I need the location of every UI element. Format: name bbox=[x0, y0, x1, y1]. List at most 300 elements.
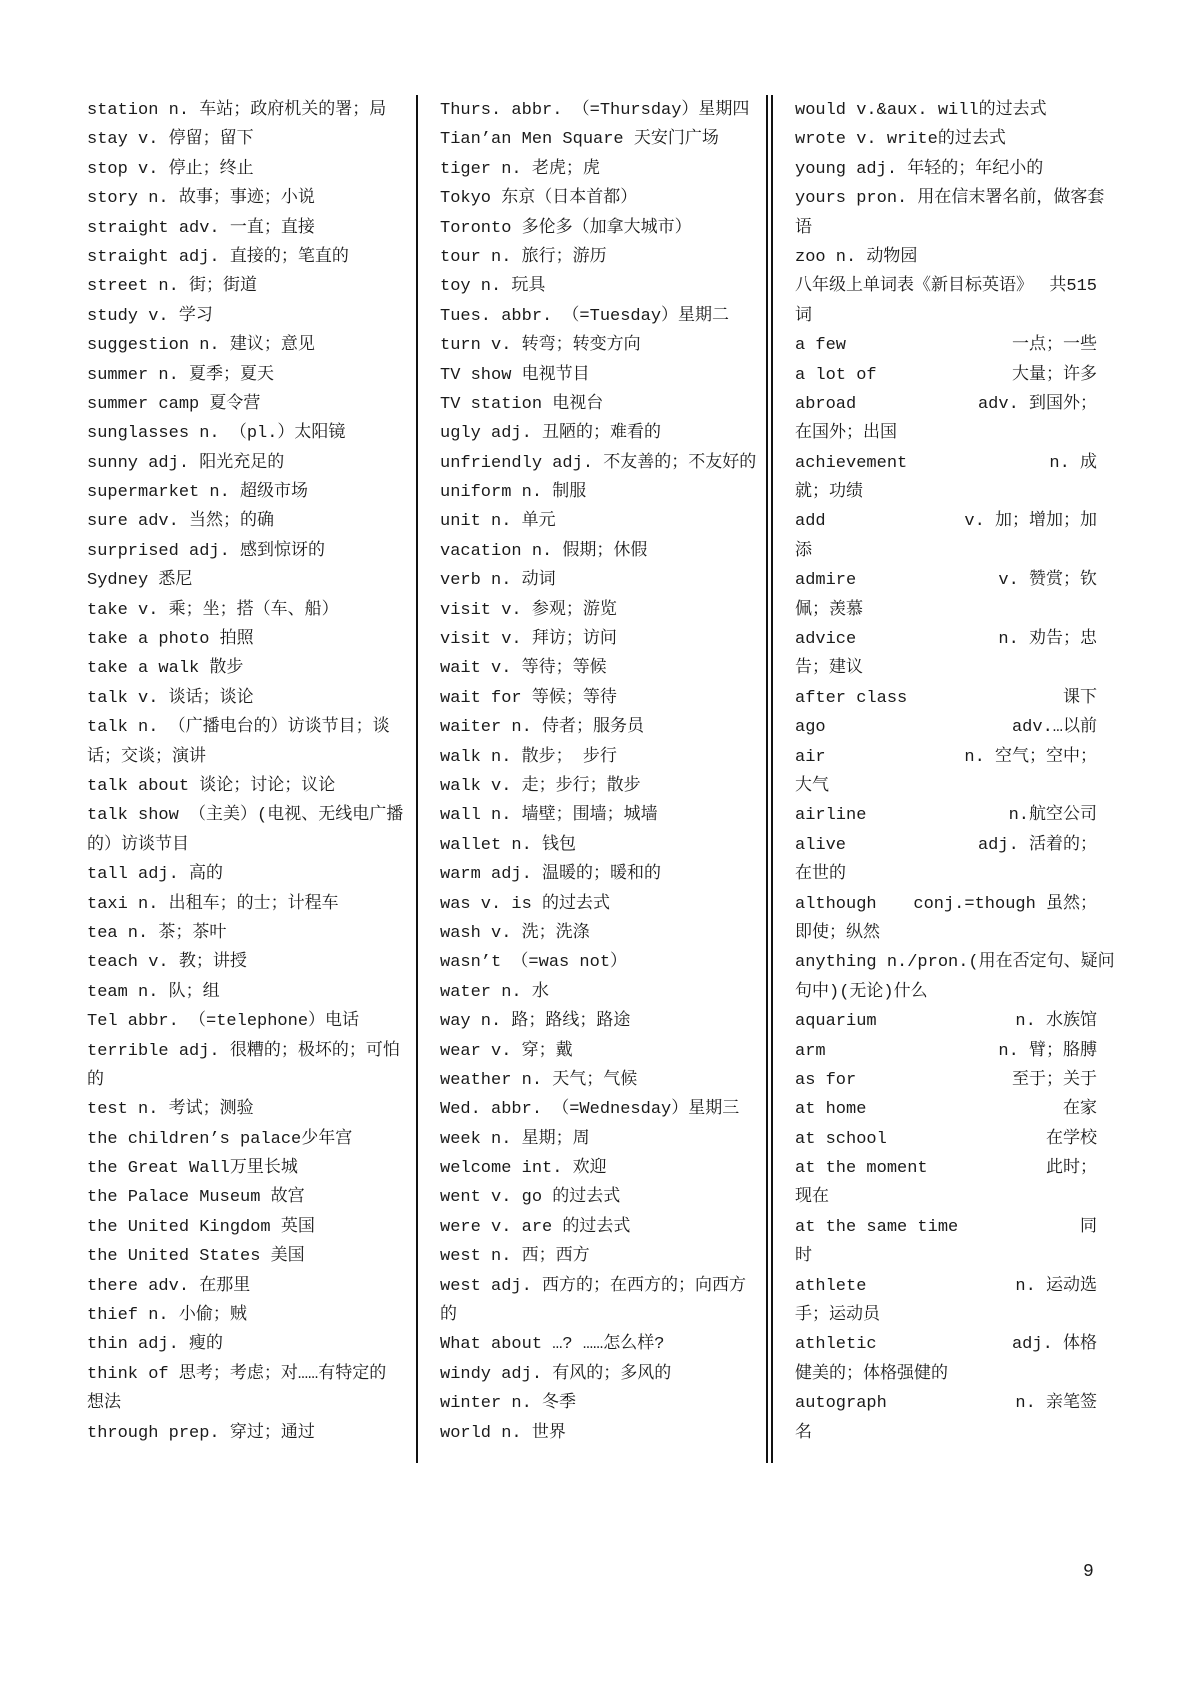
word-entry bbox=[87, 1301, 399, 1330]
entry-term: as for bbox=[795, 1070, 857, 1090]
entry-term: 八年级上单词表《新目标英语》 bbox=[795, 277, 1033, 297]
entry-continuation-line: 句中)(无论)什么 bbox=[795, 982, 928, 1002]
entry-line bbox=[795, 831, 1097, 860]
entry-definition: conj.=though 虽然； bbox=[913, 894, 1097, 914]
word-entry bbox=[87, 625, 399, 654]
entry-definition: adj. 活着的； bbox=[977, 835, 1097, 855]
entry-term: at the same time bbox=[795, 1217, 959, 1237]
word-entry bbox=[87, 1242, 399, 1271]
entry-continuation-line: 现在 bbox=[795, 1188, 829, 1208]
entry-line: walk v. 走；步行；散步 bbox=[440, 776, 641, 796]
column-divider-single bbox=[416, 95, 418, 1463]
word-entry bbox=[795, 1330, 1097, 1389]
entry-continuation-line: 的 bbox=[440, 1306, 457, 1326]
entry-line: Sydney 悉尼 bbox=[87, 571, 193, 591]
word-entry bbox=[440, 419, 718, 448]
entry-line: welcome int. 欢迎 bbox=[440, 1159, 607, 1179]
entry-definition: 一点；一些 bbox=[1012, 336, 1097, 356]
entry-continuation-line: 词 bbox=[795, 306, 812, 326]
word-entry bbox=[440, 625, 718, 654]
entry-line bbox=[795, 743, 1097, 772]
entry-continuation-line: 名 bbox=[795, 1423, 812, 1443]
word-entry bbox=[87, 1007, 399, 1036]
entry-line: Wed. abbr. （=Wednesday）星期三 bbox=[440, 1100, 740, 1120]
entry-continuation-line: 手；运动员 bbox=[795, 1306, 880, 1326]
entry-line: think of 思考；考虑；对……有特定的 bbox=[87, 1364, 387, 1384]
entry-continuation-line: 健美的；体格强健的 bbox=[795, 1364, 948, 1384]
word-entry bbox=[795, 1154, 1097, 1213]
entry-definition: v. 加；增加；加 bbox=[964, 512, 1097, 532]
entry-line: were v. are 的过去式 bbox=[440, 1217, 631, 1237]
entry-term: a lot of bbox=[795, 365, 877, 385]
entry-line: the United States 美国 bbox=[87, 1247, 305, 1267]
word-entry bbox=[795, 390, 1097, 449]
entry-line: straight adj. 直接的；笔直的 bbox=[87, 247, 349, 267]
word-entry bbox=[795, 1037, 1097, 1066]
entry-term: after class bbox=[795, 688, 908, 708]
entry-continuation-line: 语 bbox=[795, 218, 812, 238]
word-entry bbox=[795, 713, 1097, 742]
entry-line bbox=[795, 625, 1097, 654]
word-entry bbox=[440, 1360, 718, 1389]
entry-line bbox=[795, 361, 1097, 390]
entry-line: suggestion n. 建议；意见 bbox=[87, 336, 315, 356]
entry-line bbox=[795, 684, 1097, 713]
word-entry bbox=[795, 184, 1105, 243]
entry-line: sunglasses n. （pl.）太阳镜 bbox=[87, 424, 346, 444]
word-entry bbox=[87, 1183, 399, 1212]
word-entry bbox=[87, 243, 399, 272]
word-list-column-2 bbox=[440, 96, 757, 1448]
word-entry bbox=[795, 331, 1097, 360]
entry-line: talk about 谈论；讨论；议论 bbox=[87, 776, 336, 796]
entry-line: Toronto 多伦多（加拿大城市） bbox=[440, 218, 692, 238]
word-entry bbox=[440, 596, 718, 625]
entry-line: turn v. 转弯；转变方向 bbox=[440, 336, 641, 356]
word-entry bbox=[795, 1095, 1097, 1124]
entry-continuation-line: 的 bbox=[87, 1070, 104, 1090]
entry-line: anything n./pron.(用在否定句、疑问 bbox=[795, 953, 1115, 973]
word-entry bbox=[795, 801, 1097, 830]
entry-definition: 在学校 bbox=[1046, 1129, 1097, 1149]
word-entry bbox=[87, 331, 399, 360]
word-entry bbox=[440, 214, 718, 243]
entry-line: take a photo 拍照 bbox=[87, 630, 254, 650]
word-entry bbox=[440, 566, 718, 595]
word-entry bbox=[440, 1095, 740, 1124]
word-entry bbox=[87, 125, 399, 154]
entry-term: at school bbox=[795, 1129, 887, 1149]
word-entry bbox=[87, 948, 399, 977]
word-entry bbox=[87, 302, 399, 331]
entry-line: sure adv. 当然；的确 bbox=[87, 512, 275, 532]
entry-line: windy adj. 有风的；多风的 bbox=[440, 1364, 672, 1384]
word-entry bbox=[440, 390, 718, 419]
entry-definition: n. 水族馆 bbox=[1015, 1012, 1097, 1032]
word-entry bbox=[440, 1272, 747, 1331]
word-entry bbox=[440, 125, 718, 154]
word-entry bbox=[795, 96, 1097, 125]
word-entry bbox=[795, 743, 1097, 802]
entry-term: advice bbox=[795, 630, 857, 650]
entry-line: talk v. 谈话；谈论 bbox=[87, 688, 254, 708]
entry-line: teach v. 教；讲授 bbox=[87, 953, 247, 973]
word-entry bbox=[795, 1125, 1097, 1154]
entry-line bbox=[795, 1095, 1097, 1124]
word-entry bbox=[87, 272, 399, 301]
entry-term: at the moment bbox=[795, 1159, 928, 1179]
word-entry bbox=[795, 948, 1115, 1007]
entry-line: uniform n. 制服 bbox=[440, 483, 587, 503]
word-entry bbox=[440, 772, 718, 801]
entry-line: waiter n. 侍者；服务员 bbox=[440, 718, 645, 738]
word-entry bbox=[440, 948, 718, 977]
entry-continuation-line: 就；功绩 bbox=[795, 483, 863, 503]
word-entry bbox=[795, 449, 1097, 508]
word-entry bbox=[795, 1007, 1097, 1036]
entry-line bbox=[795, 1037, 1097, 1066]
entry-definition: n. 运动选 bbox=[1015, 1276, 1097, 1296]
entry-definition: 在家 bbox=[1063, 1100, 1097, 1120]
entry-line: young adj. 年轻的；年纪小的 bbox=[795, 159, 1044, 179]
entry-term: athlete bbox=[795, 1276, 867, 1296]
entry-term: ago bbox=[795, 718, 826, 738]
entry-line bbox=[795, 1389, 1097, 1418]
word-entry bbox=[440, 654, 718, 683]
entry-term: airline bbox=[795, 806, 867, 826]
entry-term: abroad bbox=[795, 394, 857, 414]
word-entry bbox=[440, 684, 718, 713]
entry-line: take v. 乘；坐；搭（车、船） bbox=[87, 600, 339, 620]
word-entry bbox=[440, 890, 718, 919]
word-entry bbox=[87, 1272, 399, 1301]
word-entry bbox=[795, 1213, 1097, 1272]
entry-line: terrible adj. 很糟的；极坏的；可怕 bbox=[87, 1041, 400, 1061]
entry-definition: 大量；许多 bbox=[1012, 365, 1097, 385]
entry-line: test n. 考试；测验 bbox=[87, 1100, 254, 1120]
entry-line: the United Kingdom 英国 bbox=[87, 1217, 315, 1237]
entry-line: the children’s palace少年宫 bbox=[87, 1129, 353, 1149]
entry-term: at home bbox=[795, 1100, 867, 1120]
word-entry bbox=[87, 390, 399, 419]
word-entry bbox=[87, 96, 399, 125]
word-entry bbox=[440, 449, 757, 478]
word-entry bbox=[87, 684, 399, 713]
entry-continuation-line: 在世的 bbox=[795, 865, 846, 885]
entry-line: surprised adj. 感到惊讶的 bbox=[87, 541, 326, 561]
word-entry bbox=[795, 1272, 1097, 1331]
entry-line bbox=[795, 449, 1097, 478]
entry-line: thief n. 小偷；贼 bbox=[87, 1306, 247, 1326]
entry-line: weather n. 天气；气候 bbox=[440, 1070, 638, 1090]
entry-line: was v. is 的过去式 bbox=[440, 894, 611, 914]
entry-definition: 至于；关于 bbox=[1012, 1070, 1097, 1090]
word-entry bbox=[795, 1389, 1097, 1448]
entry-line: way n. 路；路线；路途 bbox=[440, 1012, 631, 1032]
entry-line: story n. 故事；事迹；小说 bbox=[87, 189, 315, 209]
entry-line: wrote v. write的过去式 bbox=[795, 130, 1006, 150]
entry-line: sunny adj. 阳光充足的 bbox=[87, 453, 285, 473]
entry-line: wear v. 穿；戴 bbox=[440, 1041, 573, 1061]
word-entry bbox=[87, 860, 399, 889]
entry-continuation-line: 的）访谈节目 bbox=[87, 835, 189, 855]
entry-line: vacation n. 假期；休假 bbox=[440, 541, 648, 561]
column-divider-double bbox=[766, 95, 773, 1463]
entry-line: yours pron. 用在信末署名前，做客套 bbox=[795, 189, 1105, 209]
entry-term: although bbox=[795, 894, 877, 914]
entry-line: through prep. 穿过；通过 bbox=[87, 1423, 315, 1443]
word-entry bbox=[440, 1007, 718, 1036]
word-entry bbox=[87, 184, 399, 213]
entry-line: verb n. 动词 bbox=[440, 571, 556, 591]
word-entry bbox=[440, 507, 718, 536]
entry-line: wallet n. 钱包 bbox=[440, 835, 577, 855]
word-entry bbox=[440, 1125, 718, 1154]
entry-line bbox=[795, 890, 1097, 919]
entry-line: walk n. 散步； 步行 bbox=[440, 747, 617, 767]
entry-line: toy n. 玩具 bbox=[440, 277, 546, 297]
word-entry bbox=[87, 1419, 399, 1448]
word-entry bbox=[87, 214, 399, 243]
word-entry bbox=[795, 566, 1097, 625]
entry-line bbox=[795, 1213, 1097, 1242]
entry-line: unfriendly adj. 不友善的；不友好的 bbox=[440, 453, 757, 473]
word-entry bbox=[87, 155, 399, 184]
word-entry bbox=[795, 831, 1097, 890]
entry-line: world n. 世界 bbox=[440, 1423, 566, 1443]
entry-line bbox=[795, 1330, 1097, 1359]
entry-line: taxi n. 出租车；的士；计程车 bbox=[87, 894, 339, 914]
word-entry bbox=[795, 155, 1097, 184]
word-entry bbox=[795, 890, 1097, 949]
entry-definition: 共515 bbox=[1049, 277, 1097, 297]
word-entry bbox=[87, 919, 399, 948]
entry-line: ugly adj. 丑陋的；难看的 bbox=[440, 424, 662, 444]
word-entry bbox=[795, 361, 1097, 390]
entry-term: admire bbox=[795, 571, 857, 591]
entry-continuation-line: 告；建议 bbox=[795, 659, 863, 679]
word-entry bbox=[87, 596, 399, 625]
word-entry bbox=[440, 1066, 718, 1095]
word-entry bbox=[87, 654, 399, 683]
entry-term: athletic bbox=[795, 1335, 877, 1355]
entry-line: straight adv. 一直；直接 bbox=[87, 218, 315, 238]
entry-line bbox=[795, 1125, 1097, 1154]
word-entry bbox=[87, 1037, 399, 1096]
word-entry bbox=[795, 625, 1097, 684]
entry-line bbox=[795, 390, 1097, 419]
word-entry bbox=[440, 96, 750, 125]
word-entry bbox=[440, 1242, 718, 1271]
entry-line: wasn’t （=was not） bbox=[440, 953, 628, 973]
word-entry bbox=[87, 713, 399, 772]
entry-continuation-line: 佩；羡慕 bbox=[795, 600, 863, 620]
entry-line bbox=[795, 1272, 1097, 1301]
word-entry bbox=[87, 1095, 399, 1124]
entry-line: tour n. 旅行；游历 bbox=[440, 247, 607, 267]
word-list-column-3 bbox=[795, 96, 1115, 1448]
entry-line bbox=[795, 507, 1097, 536]
entry-line bbox=[795, 713, 1097, 742]
entry-continuation-line: 在国外；出国 bbox=[795, 424, 897, 444]
entry-line: there adv. 在那里 bbox=[87, 1276, 251, 1296]
entry-line bbox=[795, 1007, 1097, 1036]
entry-line: visit v. 拜访；访问 bbox=[440, 630, 617, 650]
word-entry bbox=[87, 537, 399, 566]
entry-line: wait for 等候；等待 bbox=[440, 688, 617, 708]
word-entry bbox=[87, 566, 399, 595]
entry-definition: n. 亲笔签 bbox=[1015, 1394, 1097, 1414]
entry-term: achievement bbox=[795, 453, 908, 473]
word-entry bbox=[440, 331, 718, 360]
entry-continuation-line: 添 bbox=[795, 541, 812, 561]
entry-line: station n. 车站；政府机关的署；局 bbox=[87, 101, 387, 120]
word-entry bbox=[440, 831, 718, 860]
entry-line: zoo n. 动物园 bbox=[795, 247, 918, 267]
word-entry bbox=[87, 772, 399, 801]
word-entry bbox=[795, 507, 1097, 566]
word-entry bbox=[87, 507, 399, 536]
entry-line: unit n. 单元 bbox=[440, 512, 556, 532]
entry-continuation-line: 大气 bbox=[795, 776, 829, 796]
entry-term: air bbox=[795, 747, 826, 767]
entry-line: water n. 水 bbox=[440, 982, 549, 1002]
word-entry bbox=[87, 361, 399, 390]
entry-definition: 同 bbox=[1080, 1217, 1097, 1237]
word-entry bbox=[440, 1183, 718, 1212]
entry-line: wash v. 洗；洗涤 bbox=[440, 923, 590, 943]
word-entry bbox=[795, 125, 1097, 154]
word-entry bbox=[87, 1154, 399, 1183]
entry-line: wall n. 墙壁；围墙；城墙 bbox=[440, 806, 658, 826]
entry-line: warm adj. 温暖的；暖和的 bbox=[440, 865, 662, 885]
entry-line: winter n. 冬季 bbox=[440, 1394, 577, 1414]
word-entry bbox=[440, 919, 718, 948]
word-entry bbox=[795, 1066, 1097, 1095]
entry-line: the Great Wall万里长城 bbox=[87, 1159, 298, 1179]
entry-line: thin adj. 瘦的 bbox=[87, 1335, 224, 1355]
word-entry bbox=[87, 1330, 399, 1359]
word-entry bbox=[440, 1389, 718, 1418]
entry-definition: n. 成 bbox=[1049, 453, 1097, 473]
entry-line: take a walk 散步 bbox=[87, 659, 244, 679]
entry-line bbox=[795, 566, 1097, 595]
entry-definition: adv. 到国外； bbox=[977, 394, 1097, 414]
entry-line: What about …? ……怎么样? bbox=[440, 1335, 665, 1355]
word-entry bbox=[87, 449, 399, 478]
word-entry bbox=[87, 478, 399, 507]
entry-line bbox=[795, 801, 1097, 830]
word-entry bbox=[87, 419, 399, 448]
word-entry bbox=[440, 184, 718, 213]
word-entry bbox=[440, 155, 718, 184]
word-entry bbox=[440, 713, 718, 742]
word-entry bbox=[440, 801, 718, 830]
entry-line: the Palace Museum 故宫 bbox=[87, 1188, 305, 1208]
word-entry bbox=[440, 1154, 718, 1183]
entry-line: talk show （主美）(电视、无线电广播 bbox=[87, 806, 404, 826]
entry-definition: n.航空公司 bbox=[1008, 806, 1097, 826]
word-entry bbox=[440, 478, 718, 507]
word-entry bbox=[87, 1213, 399, 1242]
entry-line: supermarket n. 超级市场 bbox=[87, 483, 309, 503]
word-entry bbox=[87, 1125, 399, 1154]
word-entry bbox=[795, 243, 1097, 272]
entry-line: Thurs. abbr. （=Thursday）星期四 bbox=[440, 101, 750, 120]
entry-line: tea n. 茶；茶叶 bbox=[87, 923, 227, 943]
word-entry bbox=[440, 1213, 718, 1242]
word-entry bbox=[440, 1330, 718, 1359]
word-entry bbox=[87, 1360, 399, 1419]
entry-line: Tel abbr. （=telephone）电话 bbox=[87, 1012, 360, 1032]
entry-line: TV station 电视台 bbox=[440, 394, 604, 414]
entry-definition: n. 劝告；忠 bbox=[998, 630, 1097, 650]
entry-term: add bbox=[795, 512, 826, 532]
entry-line: west n. 西；西方 bbox=[440, 1247, 590, 1267]
word-entry bbox=[440, 272, 718, 301]
entry-definition: n. 臂；胳膊 bbox=[998, 1041, 1097, 1061]
entry-continuation-line: 时 bbox=[795, 1247, 812, 1267]
entry-line: TV show 电视节目 bbox=[440, 365, 590, 385]
entry-definition: 此时； bbox=[1046, 1159, 1097, 1179]
entry-continuation-line: 话；交谈；演讲 bbox=[87, 747, 206, 767]
entry-line: west adj. 西方的；在西方的；向西方 bbox=[440, 1276, 747, 1296]
word-entry bbox=[87, 890, 399, 919]
entry-line: Tokyo 东京（日本首都） bbox=[440, 189, 638, 209]
word-list-column-1 bbox=[87, 96, 404, 1448]
entry-line: stay v. 停留；留下 bbox=[87, 130, 254, 150]
word-entry bbox=[440, 537, 718, 566]
entry-line: stop v. 停止；终止 bbox=[87, 159, 254, 179]
page-number: 9 bbox=[1083, 1562, 1094, 1582]
entry-line: wait v. 等待；等候 bbox=[440, 659, 607, 679]
entry-line bbox=[795, 1154, 1097, 1183]
entry-term: autograph bbox=[795, 1394, 887, 1414]
word-entry bbox=[440, 1037, 718, 1066]
entry-line: street n. 街；街道 bbox=[87, 277, 258, 297]
word-entry bbox=[87, 801, 404, 860]
entry-term: aquarium bbox=[795, 1012, 877, 1032]
word-entry bbox=[440, 743, 718, 772]
word-entry bbox=[795, 272, 1097, 331]
entry-line: summer n. 夏季；夏天 bbox=[87, 365, 275, 385]
entry-term: arm bbox=[795, 1041, 826, 1061]
entry-line bbox=[795, 272, 1097, 301]
entry-line bbox=[795, 331, 1097, 360]
entry-term: a few bbox=[795, 336, 847, 356]
entry-definition: n. 空气；空中； bbox=[964, 747, 1097, 767]
entry-definition: adj. 体格 bbox=[1011, 1335, 1097, 1355]
entry-line bbox=[795, 1066, 1097, 1095]
word-entry bbox=[440, 361, 718, 390]
entry-line: Tian’an Men Square 天安门广场 bbox=[440, 130, 719, 150]
word-entry bbox=[440, 302, 730, 331]
entry-line: went v. go 的过去式 bbox=[440, 1188, 621, 1208]
entry-line: team n. 队；组 bbox=[87, 982, 220, 1002]
entry-term: alive bbox=[795, 835, 847, 855]
entry-line: talk n. （广播电台的）访谈节目；谈 bbox=[87, 718, 390, 738]
entry-line: tall adj. 高的 bbox=[87, 865, 224, 885]
entry-line: tiger n. 老虎；虎 bbox=[440, 159, 600, 179]
entry-line: Tues. abbr. （=Tuesday）星期二 bbox=[440, 306, 730, 326]
entry-definition: 课下 bbox=[1063, 688, 1097, 708]
entry-line: visit v. 参观；游览 bbox=[440, 600, 617, 620]
word-entry bbox=[795, 684, 1097, 713]
entry-line: summer camp 夏令营 bbox=[87, 394, 261, 414]
word-entry bbox=[440, 860, 718, 889]
word-entry bbox=[440, 1419, 718, 1448]
entry-definition: adv.…以前 bbox=[1011, 718, 1097, 738]
